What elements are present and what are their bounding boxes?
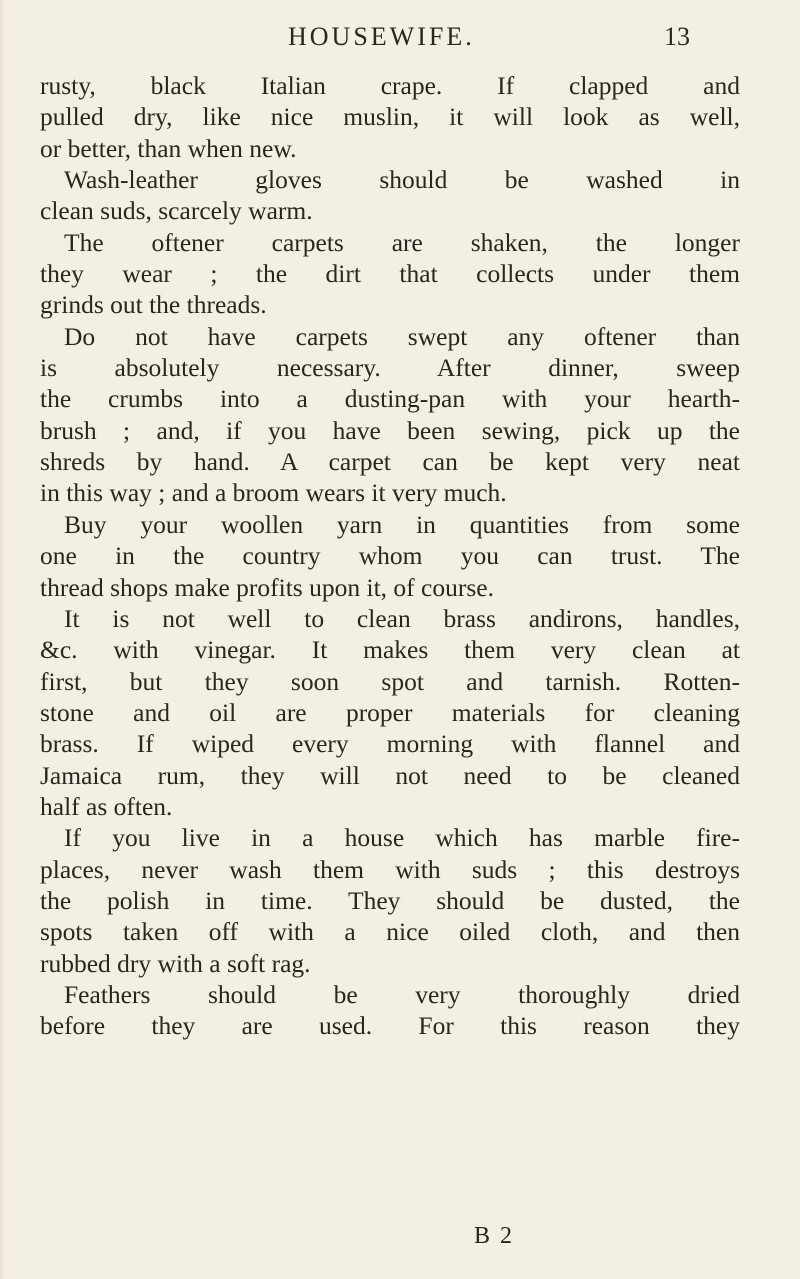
text-line: first, but they soon spot and tarnish. Rotten- xyxy=(40,666,740,696)
text-line: is absolutely necessary. After dinner, sweep xyxy=(40,353,740,383)
text-line: or better, than when new. xyxy=(40,133,297,163)
text-line: shreds by hand. A carpet can be kept very neat xyxy=(40,447,740,477)
page-number: 13 xyxy=(664,22,690,51)
text-line: brush ; and, if you have been sewing, pick up the xyxy=(40,415,740,445)
text-line: half as often. xyxy=(40,791,173,821)
text-line: the crumbs into a dusting-pan with your hearth- xyxy=(40,384,740,414)
text-line: places, never wash them with suds ; this destroys xyxy=(40,854,740,884)
running-head: HOUSEWIFE. xyxy=(288,22,475,51)
text-line: brass. If wiped every morning with flannel and xyxy=(40,729,740,759)
text-line: It is not well to clean brass andirons, handles, xyxy=(64,603,740,633)
text-line: before they are used. For this reason they xyxy=(40,1011,740,1041)
page-edge-shadow xyxy=(0,0,6,1279)
text-line: the polish in time. They should be dusted, the xyxy=(40,885,740,915)
text-line: rusty, black Italian crape. If clapped and xyxy=(40,71,740,100)
text-line: If you live in a house which has marble fire- xyxy=(64,823,740,853)
text-line: one in the country whom you can trust. The xyxy=(40,541,740,571)
text-line: clean suds, scarcely warm. xyxy=(40,196,313,226)
text-line: pulled dry, like nice muslin, it will look as well, xyxy=(40,102,740,132)
text-line: Buy your woollen yarn in quantities from some xyxy=(64,509,740,539)
text-line: grinds out the threads. xyxy=(40,290,267,320)
text-line: stone and oil are proper materials for cleaning xyxy=(40,697,740,727)
text-line: thread shops make profits upon it, of course. xyxy=(40,572,494,602)
text-line: Jamaica rum, they will not need to be cleaned xyxy=(40,760,740,790)
text-line: spots taken off with a nice oiled cloth, and then xyxy=(40,917,740,947)
text-line: Do not have carpets swept any oftener than xyxy=(64,321,740,351)
text-line: they wear ; the dirt that collects under them xyxy=(40,259,740,289)
text-line: Feathers should be very thoroughly dried xyxy=(64,979,740,1009)
printer-signature-mark: B 2 xyxy=(474,1223,515,1249)
text-line: Wash-leather gloves should be washed in xyxy=(64,165,740,195)
text-line: &c. with vinegar. It makes them very clean at xyxy=(40,635,740,665)
body-text xyxy=(40,70,740,1042)
text-line: in this way ; and a broom wears it very much. xyxy=(40,478,507,508)
text-line: rubbed dry with a soft rag. xyxy=(40,948,311,978)
text-line: The oftener carpets are shaken, the longer xyxy=(64,227,740,257)
